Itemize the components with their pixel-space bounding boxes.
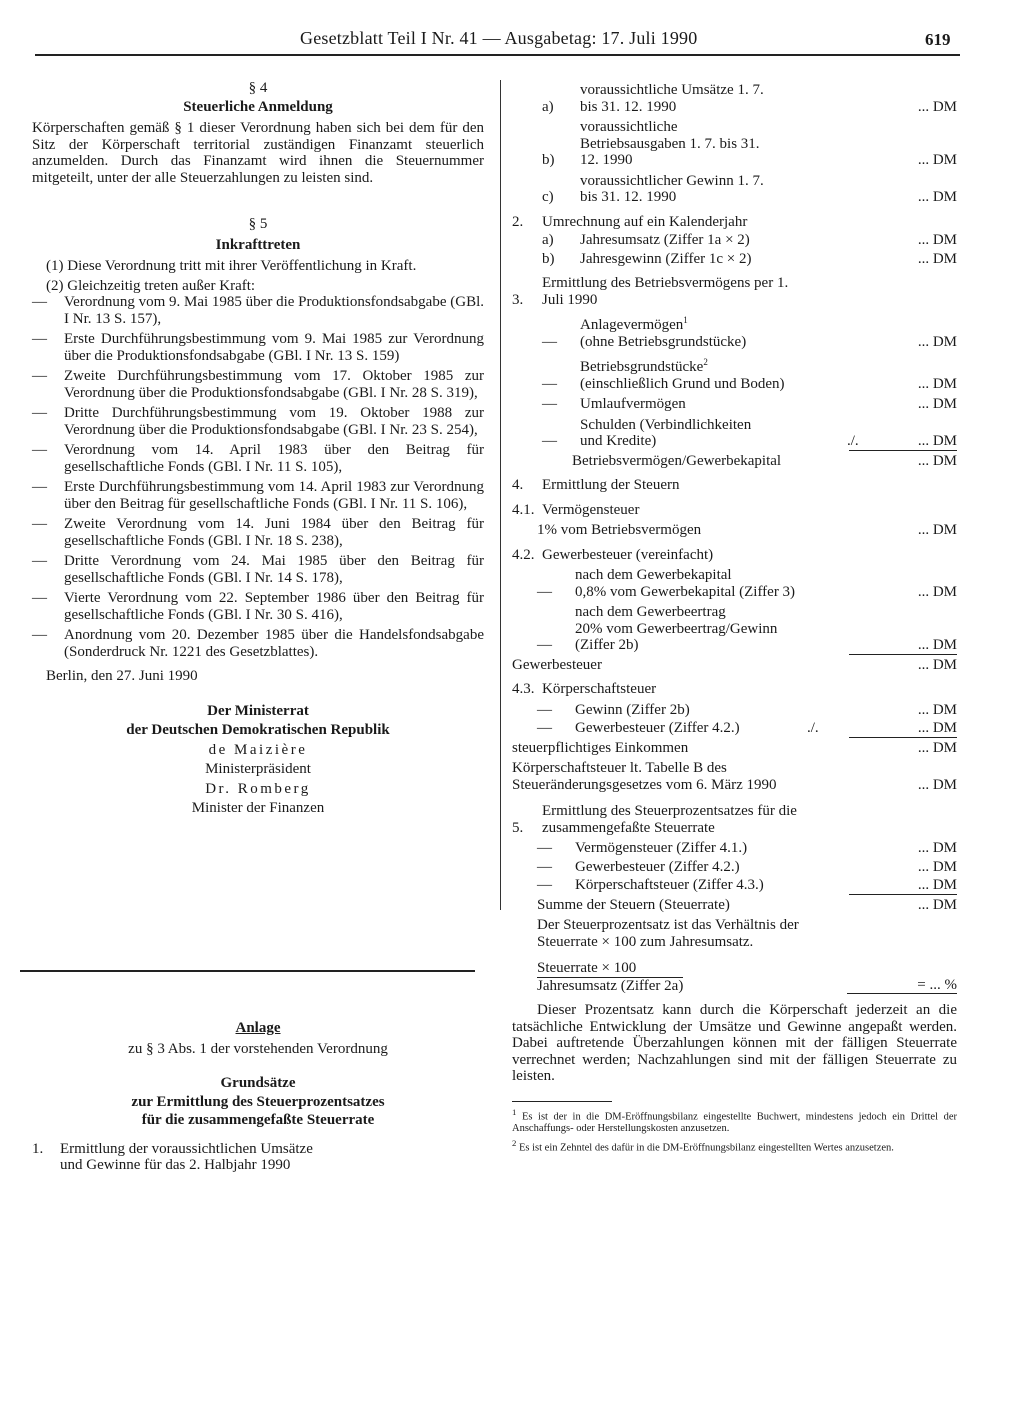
row-4-3-3: steuerpflichtiges Einkommen ... DM bbox=[512, 739, 957, 756]
fraction-numerator: Steuerrate × 100 bbox=[537, 960, 637, 976]
anlage-heading-1: Grundsätze bbox=[220, 1075, 296, 1091]
row-4-3: 4.3. Körperschaftsteuer bbox=[512, 681, 657, 697]
header-rule bbox=[35, 54, 960, 56]
section-5-number: § 5 bbox=[248, 216, 268, 232]
sum-line bbox=[849, 737, 957, 738]
fraction-result: = ... % bbox=[847, 977, 957, 995]
row-4-3-4: Körperschaftsteuer lt. Tabelle B des Steueränderungsgesetzes vom 6. März 1990 ... DM bbox=[512, 760, 957, 793]
section-5-title: Inkrafttreten bbox=[215, 236, 301, 253]
list-item: — Erste Durchführungsbestimmung vom 9. Mai 1985 zur Verordnung über die Produktionsfondsabgabe (GBl. I Nr. 13 S. 159) bbox=[32, 331, 484, 364]
section-5-p2: (2) Gleichzeitig treten außer Kraft: bbox=[46, 277, 256, 294]
row-5-2: — Gewerbesteuer (Ziffer 4.2.) ... DM bbox=[537, 858, 957, 875]
footnote-2: $^2$ Es ist ein Zehntel des dafür in die DM-Eröffnungsbilanz eingestellten Wertes anzusetzen. bbox=[512, 1138, 894, 1154]
anlage-subtitle: zu § 3 Abs. 1 der vorstehenden Verordnung bbox=[128, 1040, 388, 1057]
row-4-1: 4.1. Vermögensteuer bbox=[512, 501, 640, 518]
row-1a: a) voraussichtliche Umsätze 1. 7. bis 31. 12. 1990 ... DM bbox=[542, 82, 957, 115]
row-4-3-2: — Gewerbesteuer (Ziffer 4.2.) ./. ... DM bbox=[537, 720, 957, 736]
left-column bbox=[32, 80, 484, 817]
section-4-title: Steuerliche Anmeldung bbox=[183, 98, 333, 115]
row-4-2-2: — nach dem Gewerbeertrag 20% vom Gewerbeertrag/Gewinn (Ziffer 2b) ... DM bbox=[537, 604, 957, 653]
header-title: Gesetzblatt Teil I Nr. 41 — Ausgabetag: 17. Juli 1990 bbox=[300, 28, 698, 48]
anlage-item-1: 1. Ermittlung der voraussichtlichen Umsätze und Gewinne für das 2. Halbjahr 1990 bbox=[32, 1140, 313, 1173]
section-4-number: § 4 bbox=[248, 80, 268, 96]
list-item: — Verordnung vom 14. April 1983 über den Beitrag für gesellschaftliche Fonds (GBl. I Nr. 11 S. 105), bbox=[32, 442, 484, 475]
row-4-1a: 1% vom Betriebsvermögen ... DM bbox=[537, 522, 957, 538]
footnote-1: $^1$ Es ist der in die DM-Eröffnungsbilanz eingestellte Buchwert, mindestens jedoch ein Drittel der Anschaffungs- oder Herstellungskosten anzusetzen. bbox=[512, 1106, 958, 1134]
row-3: 3. Ermittlung des Betriebsvermögens per 1. Juli 1990 bbox=[512, 275, 789, 308]
row-1b: b) voraussichtliche Betriebsausgaben 1. 7. bis 31. 12. 1990 ... DM bbox=[542, 119, 957, 168]
row-3-sum: Betriebsvermögen/Gewerbekapital ... DM bbox=[572, 452, 957, 469]
row-4-2: 4.2. Gewerbesteuer (vereinfacht) bbox=[512, 546, 714, 563]
page-number: 619 bbox=[925, 30, 951, 49]
fraction-denominator: Jahresumsatz (Ziffer 2a) bbox=[537, 977, 684, 994]
column-divider bbox=[500, 80, 501, 910]
list-item: — Vierte Verordnung vom 22. September 1986 über den Beitrag für gesellschaftliche Fonds (GBl. I Nr. 30 S. 416), bbox=[32, 590, 484, 623]
row-5-1: — Vermögensteuer (Ziffer 4.1.) ... DM bbox=[537, 840, 957, 856]
row-5-3: — Körperschaftsteuer (Ziffer 4.3.) ... DM bbox=[537, 877, 957, 893]
list-item: — Anordnung vom 20. Dezember 1985 über die Handelsfondsabgabe (Sonderdruck Nr. 1221 des Gesetzblattes). bbox=[32, 627, 484, 660]
place-date: Berlin, den 27. Juni 1990 bbox=[46, 668, 198, 684]
fraction bbox=[512, 960, 957, 994]
row-4-2-sum: Gewerbesteuer ... DM bbox=[512, 656, 957, 673]
row-3-1: — Anlagevermögen$^1$ (ohne Betriebsgrundstücke) ... DM bbox=[542, 315, 957, 350]
list-item: — Zweite Verordnung vom 14. Juni 1984 über den Beitrag für gesellschaftliche Fonds (GBl. I Nr. 18 S. 238), bbox=[32, 516, 484, 549]
section-4-text: Körperschaften gemäß § 1 dieser Verordnung haben sich bei dem für den Sitz der Körperschaft territorial zuständigen Finanzamt steuerlich anzumelden. Durch das Finanzamt wird ihnen die Steuernummer mitgeteilt, unter der alle Steuerzahlungen zu leisten sind. bbox=[32, 120, 484, 186]
row-4-3-1: — Gewinn (Ziffer 2b) ... DM bbox=[537, 701, 957, 718]
anlage-heading-3: für die zusammengefaßte Steuerrate bbox=[141, 1112, 375, 1128]
signatory-role-2: Minister der Finanzen bbox=[191, 800, 325, 816]
closing-paragraph: Dieser Prozentsatz kann durch die Körperschaft jederzeit an die tatsächliche Entwicklung der Umsätze und Gewinne angepaßt werden. Dabei auftretende Überzahlungen können mit der fälligen Steuerrate verrechnet werden; Nachzahlungen sind mit der fälligen Steuerrate zu leisten. bbox=[512, 1002, 957, 1084]
signatory-org-1: Der Ministerrat bbox=[207, 702, 309, 719]
right-column bbox=[512, 82, 957, 1155]
row-3-2: — Betriebsgrundstücke$^2$ (einschließlich Grund und Boden) ... DM bbox=[542, 357, 957, 392]
row-4: 4. Ermittlung der Steuern bbox=[512, 477, 680, 493]
anlage-title: Anlage bbox=[235, 1020, 281, 1036]
anlage-block bbox=[32, 1020, 484, 1174]
list-item: — Verordnung vom 9. Mai 1985 über die Produktionsfondsabgabe (GBl. I Nr. 13 S. 157), bbox=[32, 294, 484, 327]
list-item: — Dritte Durchführungsbestimmung vom 19. Oktober 1988 zur Verordnung über die Produktionsfondsabgabe (GBl. I Nr. 23 S. 254), bbox=[32, 405, 484, 438]
section-5-p1: (1) Diese Verordnung tritt mit ihrer Veröffentlichung in Kraft. bbox=[46, 258, 417, 274]
footnote-rule bbox=[512, 1101, 612, 1102]
row-5-sum: Summe der Steuern (Steuerrate) ... DM bbox=[537, 896, 957, 913]
anlage-heading-2: zur Ermittlung des Steuerprozentsatzes bbox=[131, 1093, 385, 1110]
list-item: — Zweite Durchführungsbestimmung vom 17. Oktober 1985 zur Verordnung über die Produktionsfondsabgabe (GBl. I Nr. 28 S. 319), bbox=[32, 368, 484, 401]
row-5-text: Der Steuerprozentsatz ist das Verhältnis der Steuerrate × 100 zum Jahresumsatz. bbox=[537, 917, 799, 950]
row-5: 5. Ermittlung des Steuerprozentsatzes für die zusammengefaßte Steuerrate bbox=[512, 803, 797, 836]
repeal-list bbox=[32, 294, 484, 660]
list-item: — Dritte Verordnung vom 24. Mai 1985 über den Beitrag für gesellschaftliche Fonds (GBl. I Nr. 14 S. 178), bbox=[32, 553, 484, 586]
row-2b: b) Jahresgewinn (Ziffer 1c × 2) ... DM bbox=[542, 250, 957, 267]
signatory-role-1: Ministerpräsident bbox=[205, 761, 311, 777]
signatory-name-2: Dr. Romberg bbox=[205, 780, 311, 797]
row-2a: a) Jahresumsatz (Ziffer 1a × 2) ... DM bbox=[542, 232, 957, 248]
row-4-2-1: — nach dem Gewerbekapital 0,8% vom Gewerbekapital (Ziffer 3) ... DM bbox=[537, 567, 957, 600]
row-1c: c) voraussichtlicher Gewinn 1. 7. bis 31. 12. 1990 ... DM bbox=[542, 172, 957, 205]
section-separator bbox=[20, 970, 475, 972]
row-3-4: — Schulden (Verbindlichkeiten und Kredite) ./. ... DM bbox=[542, 416, 957, 449]
sum-line bbox=[849, 450, 957, 451]
row-3-3: — Umlaufvermögen ... DM bbox=[542, 396, 957, 412]
sum-line bbox=[849, 894, 957, 895]
row-2: 2. Umrechnung auf ein Kalenderjahr bbox=[512, 213, 748, 230]
list-item: — Erste Durchführungsbestimmung vom 14. April 1983 zur Verordnung über den Beitrag für gesellschaftliche Fonds (GBl. I Nr. 11 S. 106), bbox=[32, 479, 484, 512]
signatory-name-1: de Maizière bbox=[208, 741, 308, 758]
signatory-org-2: der Deutschen Demokratischen Republik bbox=[126, 722, 390, 738]
sum-line bbox=[849, 654, 957, 655]
